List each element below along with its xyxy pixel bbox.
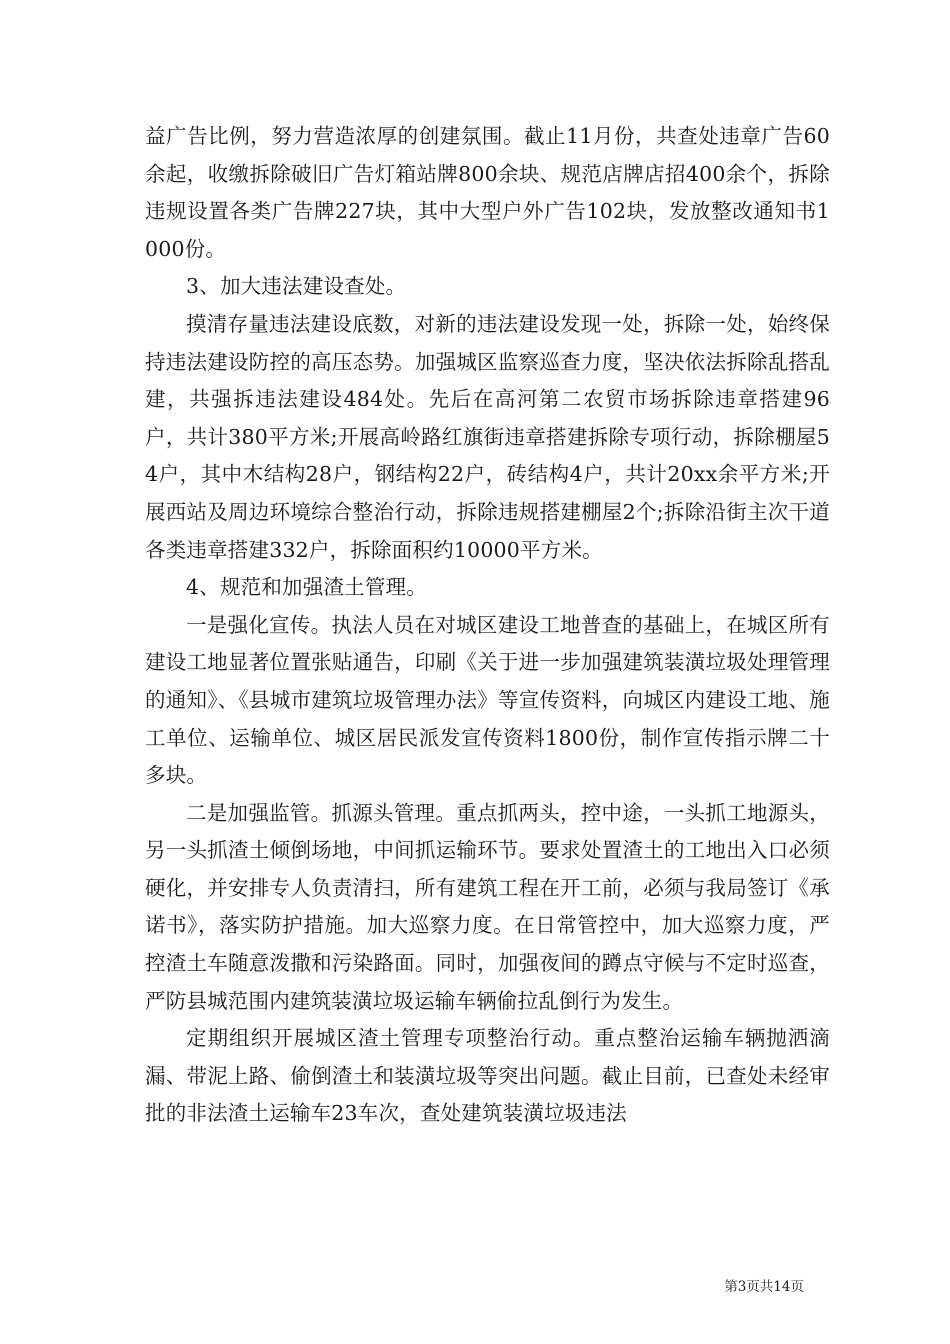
paragraph-supervision: 二是加强监管。抓源头管理。重点抓两头，控中途，一头抓工地源头，另一头抓渣土倾倒场地，中间抓运输环节。要求处置渣土的工地出入口必须硬化，并安排专人负责清扫，所有建筑工程在开工前，必须与我局签订《承诺书》，落实防护措施。加大巡察力度。在日常管控中，加大巡察力度，严控渣土车随意泼撒和污染路面。同时，加强夜间的蹲点守候与不定时巡查，严防县城范围内建筑装潢垃圾运输车辆偷拉乱倒行为发生。 (145, 800, 830, 1013)
paragraph-illegal-construction: 摸清存量违法建设底数，对新的违法建设发现一处，拆除一处，始终保持违法建设防控的高压态势。加强城区监察巡查力度，坚决依法拆除乱搭乱建，共强拆违法建设484处。先后在高河第二农贸市场拆除违章搭建96户，共计380平方米;开展高岭路红旗街违章搭建拆除专项行动，拆除棚屋54户，其中木结构28户，钢结构22户，砖结构4户，共计20xx余平方米;开展西站及周边环境综合整治行动，拆除违规搭建棚屋2个;拆除沿街主次干道各类违章搭建332户，拆除面积约10000平方米。 (145, 311, 830, 562)
paragraph-special-rectification: 定期组织开展城区渣土管理专项整治行动。重点整治运输车辆抛洒滴漏、带泥上路、偷倒渣土和装潢垃圾等突出问题。截止目前，已查处未经审批的非法渣土运输车23车次，查处建筑装潢垃圾违法 (145, 1026, 830, 1126)
paragraph-publicity: 一是强化宣传。执法人员在对城区建设工地普查的基础上，在城区所有建设工地显著位置张贴通告，印刷《关于进一步加强建筑装潢垃圾处理管理的通知》、《县城市建筑垃圾管理办法》等宣传资料，向城区内建设工地、施工单位、运输单位、城区居民派发宣传资料1800份，制作宣传指示牌二十多块。 (145, 612, 830, 788)
paragraph-ad-stats: 益广告比例，努力营造浓厚的创建氛围。截止11月份，共查处违章广告60余起，收缴拆除破旧广告灯箱站牌800余块、规范店牌店招400余个，拆除违规设置各类广告牌227块，其中大型户外广告102块，发放整改通知书1000份。 (145, 124, 830, 261)
page-number: 第3页共14页 (724, 1279, 804, 1295)
document-body (145, 118, 830, 1133)
heading-muck-management: 4、规范和加强渣土管理。 (186, 575, 427, 600)
heading-illegal-construction: 3、加大违法建设查处。 (186, 274, 407, 299)
